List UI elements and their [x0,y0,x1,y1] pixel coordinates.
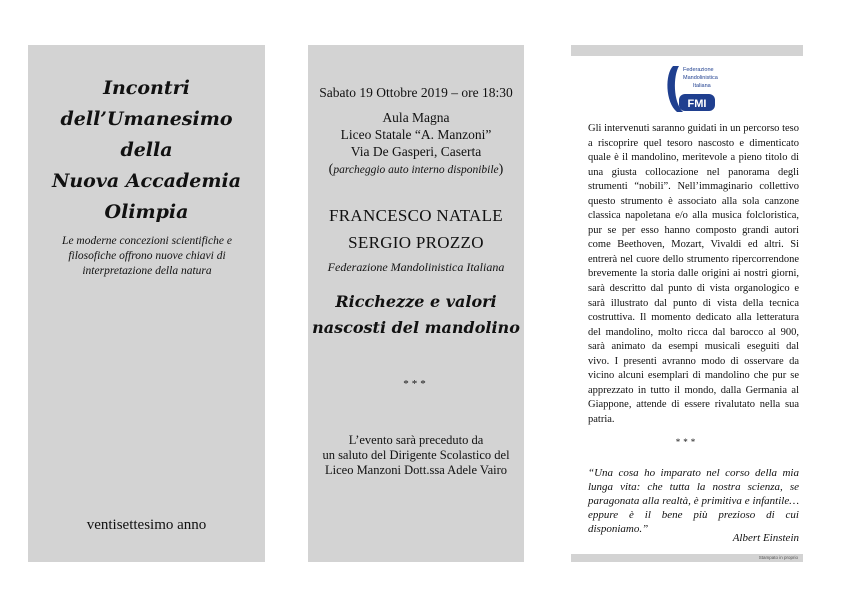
event-venue [308,109,524,160]
greeting-note-line: un saluto del Dirigente Scolastico del [322,448,510,462]
greeting-note-line: Liceo Manzoni Dott.ssa Adele Vairo [324,463,508,477]
series-subtitle-line: filosofiche offrono nuove chiavi di [68,250,226,262]
quote-author: Albert Einstein [732,532,799,544]
series-subtitle-line: Le moderne concezioni scientifiche e [62,235,232,247]
event-date: Sabato 19 Ottobre 2019 – ore 18:30 [319,85,513,100]
parking-note [308,162,524,178]
speaker-name: SERGIO PROZZO [348,233,484,252]
parking-open-paren: ( [328,162,334,177]
quote: “Una cosa ho imparato nel corso della mia lunga vita: che tutta la nostra scienza, se paragonata alla realtà, è primitiva e infantile… eppure è il bene più prezioso di cui disponiamo.” [588,467,799,535]
series-subtitle [42,234,252,279]
right-panel [571,45,803,562]
speaker-name: FRANCESCO NATALE [329,206,503,225]
talk-title [308,289,524,341]
series-title-line: della [120,139,173,161]
left-panel [28,45,265,562]
greeting-note-line: L’evento sarà preceduto da [348,433,484,447]
venue-line: Aula Magna [382,110,450,125]
federation-name: Federazione Mandolinistica Italiana [327,260,505,274]
venue-line: Liceo Statale “A. Manzoni” [340,127,492,142]
separator: *** [403,378,429,390]
series-title-line: Olimpia [104,201,189,223]
speakers [308,202,524,256]
series-title-line: Nuova Accademia [51,170,242,192]
event-description: Gli intervenuti saranno guidati in un percorso teso a riscoprire quel tesoro nascosto e dimenticato quale è il mandolino, meritevole a pieno titolo di una giusta collocazione nel panorama degli strumenti “nobili”. Nell’immaginario collettivo questo strumento è associato alla sola canzone classica napoletana e/o alla musica folcloristica, pur se per esso hanno composto grandi autori come Beethoven, Mozart, Vivaldi ed altri. Si entrerà nel cuore dello strumento ripercorrendone brevemente la storia dalle origini ai nostri giorni, sarà descritto dal punto di vista organologico e sarà illustrato dal punto di vista della tecnica costruttiva. Il momento dedicato alla letteratura del mandolino, molto ricca dal barocco al 900, sarà animato da esempi musicali eseguiti dal vivo. I presenti avranno modo di osservare da vicino alcuni esemplari di mandolino che pur se apprezzato in tutto il mondo, dalla Germania al Giappone, attende di essere rivalutato nella sua patria. [588,123,799,425]
logo-monogram: FMI [687,98,707,110]
talk-title-line: Ricchezze e valori [335,292,497,311]
series-title-line: Incontri [103,77,190,99]
logo-text-line: Italiana [693,83,711,89]
series-title-line: dell’Umanesimo [60,108,233,130]
separator: *** [675,437,699,447]
print-note: Stampato in proprio [758,555,798,560]
series-title [28,73,265,228]
logo-text-line: Mandolinistica [683,75,718,81]
venue-line: Via De Gasperi, Caserta [350,144,482,159]
greeting-note [314,433,518,478]
parking-text: parcheggio auto interno disponibile [333,164,499,176]
fmi-logo [663,62,723,116]
edition-label: ventisettesimo anno [86,517,207,533]
series-subtitle-line: interpretazione della natura [82,265,212,277]
top-bar [571,45,803,56]
parking-close-paren: ) [498,162,504,177]
logo-text-line: Federazione [683,67,714,73]
middle-panel [308,45,524,562]
talk-title-line: nascosti del mandolino [312,318,520,337]
